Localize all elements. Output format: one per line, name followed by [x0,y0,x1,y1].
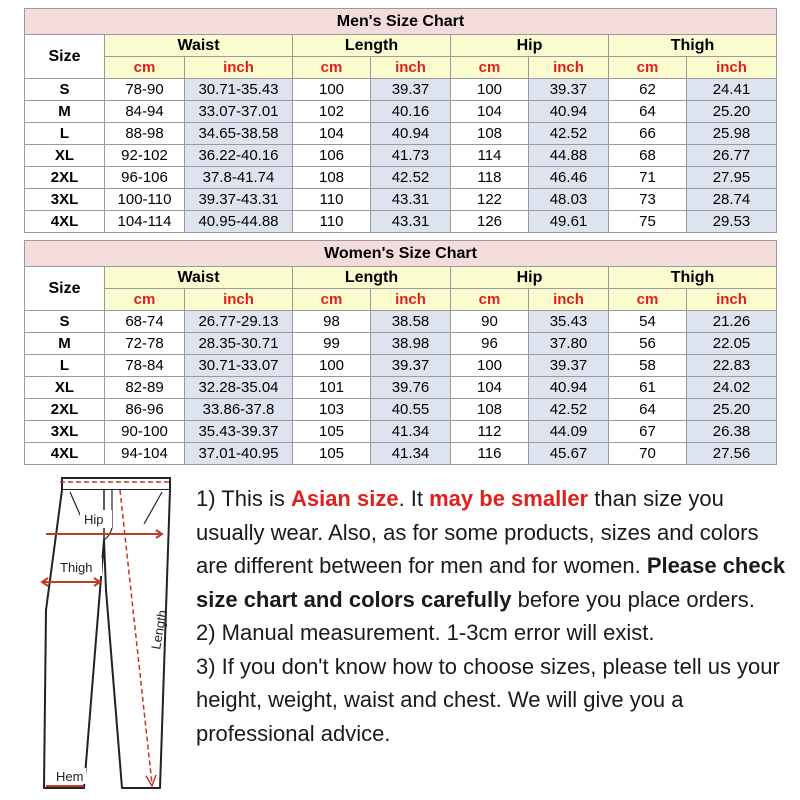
size-notes [196,482,796,750]
value-cell: 102 [293,101,371,123]
value-cell: 96 [451,333,529,355]
value-cell: 64 [609,101,687,123]
value-cell: 21.26 [687,311,777,333]
table-row [25,211,777,233]
value-cell: 116 [451,443,529,465]
value-cell: 110 [293,189,371,211]
value-cell: 118 [451,167,529,189]
value-cell: 40.94 [529,101,609,123]
table-row [25,311,777,333]
men-unit-inch: inch [687,57,777,79]
value-cell: 58 [609,355,687,377]
men-unit-cm: cm [451,57,529,79]
women-unit-cm: cm [451,289,529,311]
women-group-hip: Hip [451,267,609,289]
table-row [25,167,777,189]
value-cell: 27.56 [687,443,777,465]
value-cell: 45.67 [529,443,609,465]
note-1-part-e: than size you usually wear. Also, as for some products, sizes and colors are different between for men and for women. [196,486,759,578]
value-cell: 22.83 [687,355,777,377]
men-unit-cm: cm [105,57,185,79]
value-cell: 28.74 [687,189,777,211]
value-cell: 98 [293,311,371,333]
value-cell: 104-114 [105,211,185,233]
value-cell: 114 [451,145,529,167]
women-group-waist: Waist [105,267,293,289]
note-1-may-be-smaller: may be smaller [429,486,589,511]
value-cell: 40.55 [371,399,451,421]
value-cell: 103 [293,399,371,421]
note-1-part-c: . It [398,486,430,511]
size-cell: S [25,79,105,101]
value-cell: 56 [609,333,687,355]
value-cell: 22.05 [687,333,777,355]
value-cell: 41.73 [371,145,451,167]
value-cell: 92-102 [105,145,185,167]
table-row [25,189,777,211]
value-cell: 37.01-40.95 [185,443,293,465]
value-cell: 33.86-37.8 [185,399,293,421]
value-cell: 30.71-35.43 [185,79,293,101]
men-unit-inch: inch [371,57,451,79]
men-group-hip: Hip [451,35,609,57]
value-cell: 71 [609,167,687,189]
size-cell: L [25,355,105,377]
women-unit-cm: cm [105,289,185,311]
table-row [25,123,777,145]
value-cell: 54 [609,311,687,333]
waistband-shape [62,478,170,490]
women-group-thigh: Thigh [609,267,777,289]
pants-measurement-diagram [20,470,190,800]
value-cell: 88-98 [105,123,185,145]
women-unit-inch: inch [687,289,777,311]
women-chart-body [25,311,777,465]
value-cell: 100 [451,79,529,101]
men-unit-inch: inch [185,57,293,79]
value-cell: 38.98 [371,333,451,355]
value-cell: 112 [451,421,529,443]
women-unit-inch: inch [185,289,293,311]
value-cell: 70 [609,443,687,465]
size-cell: 2XL [25,399,105,421]
value-cell: 44.88 [529,145,609,167]
value-cell: 108 [451,123,529,145]
value-cell: 42.52 [371,167,451,189]
value-cell: 78-84 [105,355,185,377]
note-1-part-a: 1) This is [196,486,291,511]
size-cell: M [25,333,105,355]
value-cell: 28.35-30.71 [185,333,293,355]
value-cell: 82-89 [105,377,185,399]
value-cell: 39.37 [371,79,451,101]
value-cell: 25.20 [687,101,777,123]
value-cell: 27.95 [687,167,777,189]
value-cell: 86-96 [105,399,185,421]
value-cell: 26.77 [687,145,777,167]
thigh-label: Thigh [60,560,93,575]
value-cell: 62 [609,79,687,101]
value-cell: 26.77-29.13 [185,311,293,333]
value-cell: 68 [609,145,687,167]
men-unit-cm: cm [293,57,371,79]
table-row [25,399,777,421]
value-cell: 100 [293,79,371,101]
size-cell: S [25,311,105,333]
note-2: 2) Manual measurement. 1-3cm error will exist. [196,620,655,645]
value-cell: 46.46 [529,167,609,189]
women-unit-cm: cm [609,289,687,311]
value-cell: 72-78 [105,333,185,355]
value-cell: 73 [609,189,687,211]
table-row [25,421,777,443]
hip-label: Hip [84,512,104,527]
table-row [25,333,777,355]
value-cell: 100-110 [105,189,185,211]
value-cell: 38.58 [371,311,451,333]
value-cell: 94-104 [105,443,185,465]
value-cell: 68-74 [105,311,185,333]
value-cell: 42.52 [529,399,609,421]
women-group-length: Length [293,267,451,289]
table-row [25,443,777,465]
value-cell: 108 [293,167,371,189]
value-cell: 34.65-38.58 [185,123,293,145]
men-group-waist: Waist [105,35,293,57]
value-cell: 66 [609,123,687,145]
value-cell: 40.94 [371,123,451,145]
men-size-header: Size [25,35,105,79]
value-cell: 106 [293,145,371,167]
value-cell: 33.07-37.01 [185,101,293,123]
value-cell: 24.02 [687,377,777,399]
value-cell: 90 [451,311,529,333]
women-unit-cm: cm [293,289,371,311]
women-size-chart [24,240,777,465]
value-cell: 49.61 [529,211,609,233]
value-cell: 43.31 [371,211,451,233]
table-row [25,101,777,123]
size-cell: 3XL [25,421,105,443]
value-cell: 37.8-41.74 [185,167,293,189]
value-cell: 25.98 [687,123,777,145]
women-size-header: Size [25,267,105,311]
value-cell: 44.09 [529,421,609,443]
size-cell: 4XL [25,443,105,465]
value-cell: 41.34 [371,443,451,465]
value-cell: 67 [609,421,687,443]
value-cell: 104 [451,377,529,399]
size-cell: 3XL [25,189,105,211]
value-cell: 43.31 [371,189,451,211]
value-cell: 105 [293,421,371,443]
value-cell: 100 [451,355,529,377]
men-size-chart [24,8,777,233]
hem-label: Hem [56,769,84,784]
size-cell: M [25,101,105,123]
note-1-part-g: before you place orders. [511,586,755,612]
value-cell: 84-94 [105,101,185,123]
value-cell: 104 [451,101,529,123]
table-row [25,145,777,167]
men-unit-inch: inch [529,57,609,79]
value-cell: 48.03 [529,189,609,211]
value-cell: 39.37 [529,79,609,101]
value-cell: 41.34 [371,421,451,443]
note-1-asian-size: Asian size [290,486,399,511]
value-cell: 37.80 [529,333,609,355]
men-group-thigh: Thigh [609,35,777,57]
value-cell: 101 [293,377,371,399]
value-cell: 96-106 [105,167,185,189]
women-chart-title: Women's Size Chart [25,241,777,267]
value-cell: 39.76 [371,377,451,399]
note-3: 3) If you don't know how to choose sizes, please tell us your height, weight, waist and chest. We will give you a professional advice. [196,653,780,746]
value-cell: 39.37 [529,355,609,377]
value-cell: 35.43 [529,311,609,333]
length-label: Length [148,608,170,651]
value-cell: 36.22-40.16 [185,145,293,167]
value-cell: 78-90 [105,79,185,101]
value-cell: 105 [293,443,371,465]
size-cell: XL [25,377,105,399]
value-cell: 39.37 [371,355,451,377]
value-cell: 29.53 [687,211,777,233]
size-cell: L [25,123,105,145]
value-cell: 64 [609,399,687,421]
women-unit-inch: inch [371,289,451,311]
value-cell: 90-100 [105,421,185,443]
note-1-check-size-chart: Please check size chart and colors carefully [196,553,786,612]
value-cell: 39.37-43.31 [185,189,293,211]
value-cell: 26.38 [687,421,777,443]
men-chart-title: Men's Size Chart [25,9,777,35]
table-row [25,377,777,399]
value-cell: 99 [293,333,371,355]
men-group-length: Length [293,35,451,57]
value-cell: 100 [293,355,371,377]
size-cell: 2XL [25,167,105,189]
value-cell: 32.28-35.04 [185,377,293,399]
value-cell: 42.52 [529,123,609,145]
table-row [25,79,777,101]
value-cell: 61 [609,377,687,399]
women-unit-inch: inch [529,289,609,311]
size-cell: XL [25,145,105,167]
note-1 [196,482,796,616]
size-cell: 4XL [25,211,105,233]
value-cell: 35.43-39.37 [185,421,293,443]
value-cell: 30.71-33.07 [185,355,293,377]
value-cell: 40.94 [529,377,609,399]
value-cell: 75 [609,211,687,233]
value-cell: 110 [293,211,371,233]
value-cell: 126 [451,211,529,233]
table-row [25,355,777,377]
value-cell: 122 [451,189,529,211]
men-chart-body [25,79,777,233]
value-cell: 24.41 [687,79,777,101]
value-cell: 108 [451,399,529,421]
value-cell: 104 [293,123,371,145]
value-cell: 25.20 [687,399,777,421]
men-unit-cm: cm [609,57,687,79]
value-cell: 40.16 [371,101,451,123]
value-cell: 40.95-44.88 [185,211,293,233]
